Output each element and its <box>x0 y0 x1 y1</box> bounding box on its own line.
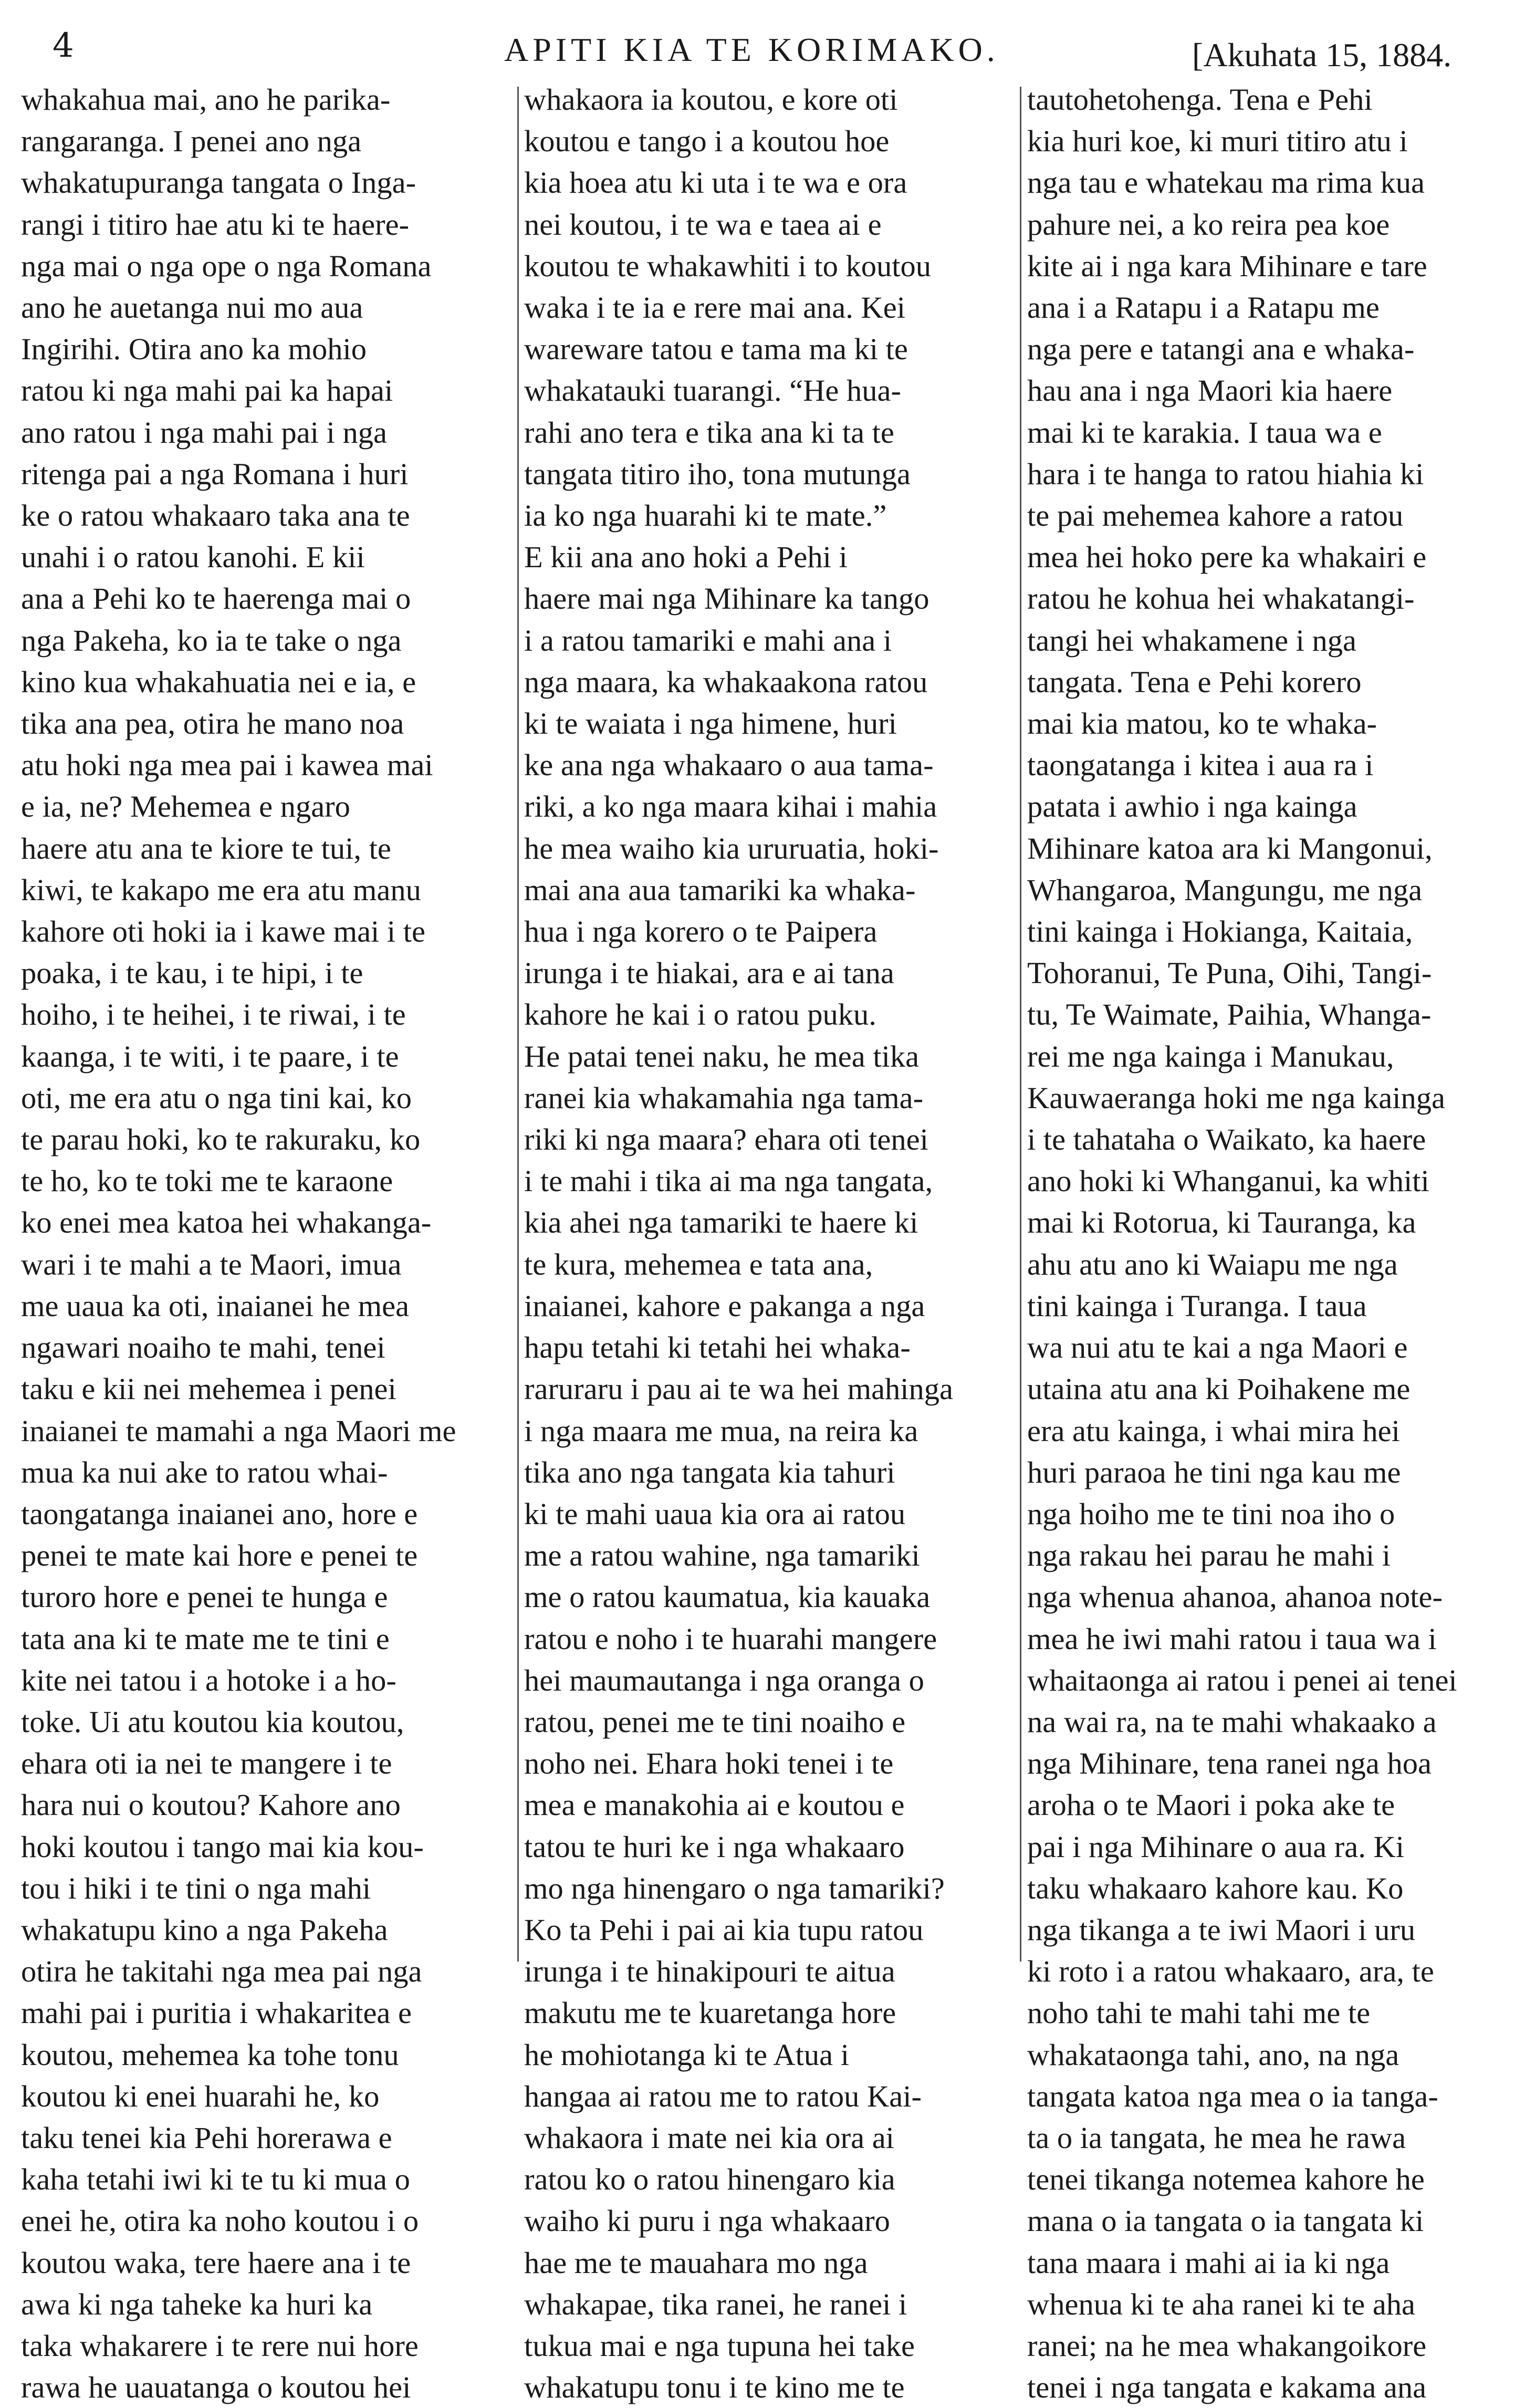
column-divider <box>517 87 519 1962</box>
issue-date: [Akuhata 15, 1884. <box>1192 36 1452 74</box>
page-header <box>0 21 1525 79</box>
text-column-3 <box>1027 79 1505 2405</box>
text-column-1 <box>21 79 515 2405</box>
column-2-text: whakaora ia koutou, e kore oti koutou e tango i a koutou hoe kia hoea atu ki uta i te wa e ora nei koutou, i te wa e taea ai e koutou te whakawhiti i to koutou waka i te ia e rere mai ana. Kei wareware tatou e tama ma ki te whakatauki tuarangi. “He hua- rahi ano tera e tika ana ki ta te tangata titiro iho, tona mutunga ia ko nga huarahi ki te mate.” E kii ana ano hoki a Pehi i haere mai nga Mihinare ka tango i a ratou tamariki e mahi ana i nga maara, ka whakaakona ratou ki te waiata i nga himene, huri ke ana nga whakaaro o aua tama- riki, a ko nga maara kihai i mahia he mea waiho kia ururuatia, hoki- mai ana aua tamariki ka whaka- hua i nga korero o te Paipera irunga i te hiakai, ara e ai tana kahore he kai i o ratou puku. He patai tenei naku, he mea tika ranei kia whakamahia nga tama- riki ki nga maara? ehara oti tenei i te mahi i tika ai ma nga tangata, kia ahei nga tamariki te haere ki te kura, mehemea e tata ana, inaianei, kahore e pakanga a nga hapu tetahi ki tetahi hei whaka- raruraru i pau ai te wa hei mahinga i nga maara me mua, na reira ka tika ano nga tangata kia tahuri ki te mahi uaua kia ora ai ratou me a ratou wahine, nga tamariki me o ratou kaumatua, kia kauaka ratou e noho i te huarahi mangere hei maumautanga i nga oranga o ratou, penei me te tini noaiho e noho nei. Ehara hoki tenei i te mea e manakohia ai e koutou e tatou te huri ke i nga whakaaro mo nga hinengaro o nga tamariki? Ko ta Pehi i pai ai kia tupu ratou irunga i te hinakipouri te aitua makutu me te kuaretanga hore he mohiotanga ki te Atua i hangaa ai ratou me to ratou Kai- whakaora i mate nei kia ora ai ratou ko o ratou hinengaro kia waiho ki puru i nga whakaaro hae me te mauahara mo nga whakapae, tika ranei, he ranei i tukua mai e nga tupuna hei take whakatupu tonu i te kino me te <box>524 82 954 2405</box>
column-divider <box>1020 87 1021 1962</box>
column-1-text: whakahua mai, ano he parika- rangaranga. I penei ano nga whakatupuranga tangata o Inga- rangi i titiro hae atu ki te haere- nga mai o nga ope o nga Romana ano he auetanga nui mo aua Ingirihi. Otira ano ka mohio ratou ki nga mahi pai ka hapai ano ratou i nga mahi pai i nga ritenga pai a nga Romana i huri ke o ratou whakaaro taka ana te unahi i o ratou kanohi. E kii ana a Pehi ko te haerenga mai o nga Pakeha, ko ia te take o nga kino kua whakahuatia nei e ia, e tika ana pea, otira he mano noa atu hoki nga mea pai i kawea mai e ia, ne? Mehemea e ngaro haere atu ana te kiore te tui, te kiwi, te kakapo me era atu manu kahore oti hoki ia i kawe mai i te poaka, i te kau, i te hipi, i te hoiho, i te heihei, i te riwai, i te kaanga, i te witi, i te paare, i te oti, me era atu o nga tini kai, ko te parau hoki, ko te rakuraku, ko te ho, ko te toki me te karaone ko enei mea katoa hei whakanga- wari i te mahi a te Maori, imua me uaua ka oti, inaianei he mea ngawari noaiho te mahi, tenei taku e kii nei mehemea i penei inaianei te mamahi a nga Maori me mua ka nui ake to ratou whai- taongatanga inaianei ano, hore e penei te mate kai hore e penei te turoro hore e penei te hunga e tata ana ki te mate me te tini e kite nei tatou i a hotoke i a ho- toke. Ui atu koutou kia koutou, ehara oti ia nei te mangere i te hara nui o koutou? Kahore ano hoki koutou i tango mai kia kou- tou i hiki i te tini o nga mahi whakatupu kino a nga Pakeha otira he takitahi nga mea pai nga mahi pai i puritia i whakaritea e koutou, mehemea ka tohe tonu koutou ki enei huarahi he, ko taku tenei kia Pehi horerawa e kaha tetahi iwi ki te tu ki mua o enei he, otira ka noho koutou i o koutou waka, tere haere ana i te awa ki nga taheke ka huri ka taka whakarere i te rere nui hore rawa he uauatanga o koutou hei <box>21 82 456 2405</box>
column-3-text: tautohetohenga. Tena e Pehi kia huri koe, ki muri titiro atu i nga tau e whatekau ma rima kua pahure nei, a ko reira pea koe kite ai i nga kara Mihinare e tare ana i a Ratapu i a Ratapu me nga pere e tatangi ana e whaka- hau ana i nga Maori kia haere mai ki te karakia. I taua wa e hara i te hanga to ratou hiahia ki te pai mehemea kahore a ratou mea hei hoko pere ka whakairi e ratou he kohua hei whakatangi- tangi hei whakamene i nga tangata. Tena e Pehi korero mai kia matou, ko te whaka- taongatanga i kitea i aua ra i patata i awhio i nga kainga Mihinare katoa ara ki Mangonui, Whangaroa, Mangungu, me nga tini kainga i Hokianga, Kaitaia, Tohoranui, Te Puna, Oihi, Tangi- tu, Te Waimate, Paihia, Whanga- rei me nga kainga i Manukau, Kauwaeranga hoki me nga kainga i te tahataha o Waikato, ka haere ano hoki ki Whanganui, ka whiti mai ki Rotorua, ki Tauranga, ka ahu atu ano ki Waiapu me nga tini kainga i Turanga. I taua wa nui atu te kai a nga Maori e utaina atu ana ki Poihakene me era atu kainga, i whai mira hei huri paraoa he tini nga kau me nga hoiho me te tini noa iho o nga rakau hei parau he mahi i nga whenua ahanoa, ahanoa note- mea he iwi mahi ratou i taua wa i whaitaonga ai ratou i penei ai tenei na wai ra, na te mahi whakaako a nga Mihinare, tena ranei nga hoa aroha o te Maori i poka ake te pai i nga Mihinare o aua ra. Ki taku whakaaro kahore kau. Ko nga tikanga a te iwi Maori i uru ki roto i a ratou whakaaro, ara, te noho tahi te mahi tahi me te whakataonga tahi, ano, na nga tangata katoa nga mea o ia tanga- ta o ia tangata, he mea he rawa tenei tikanga notemea kahore he mana o ia tangata o ia tangata ki tana maara i mahi ai ia ki nga whenua ki te aha ranei ki te aha ranei; na he mea whakangoikore tenei i nga tangata e kakama ana <box>1027 82 1457 2405</box>
text-column-2 <box>524 79 1018 2405</box>
running-title: APITI KIA TE KORIMAKO. <box>504 31 999 68</box>
page-number: 4 <box>53 26 74 65</box>
